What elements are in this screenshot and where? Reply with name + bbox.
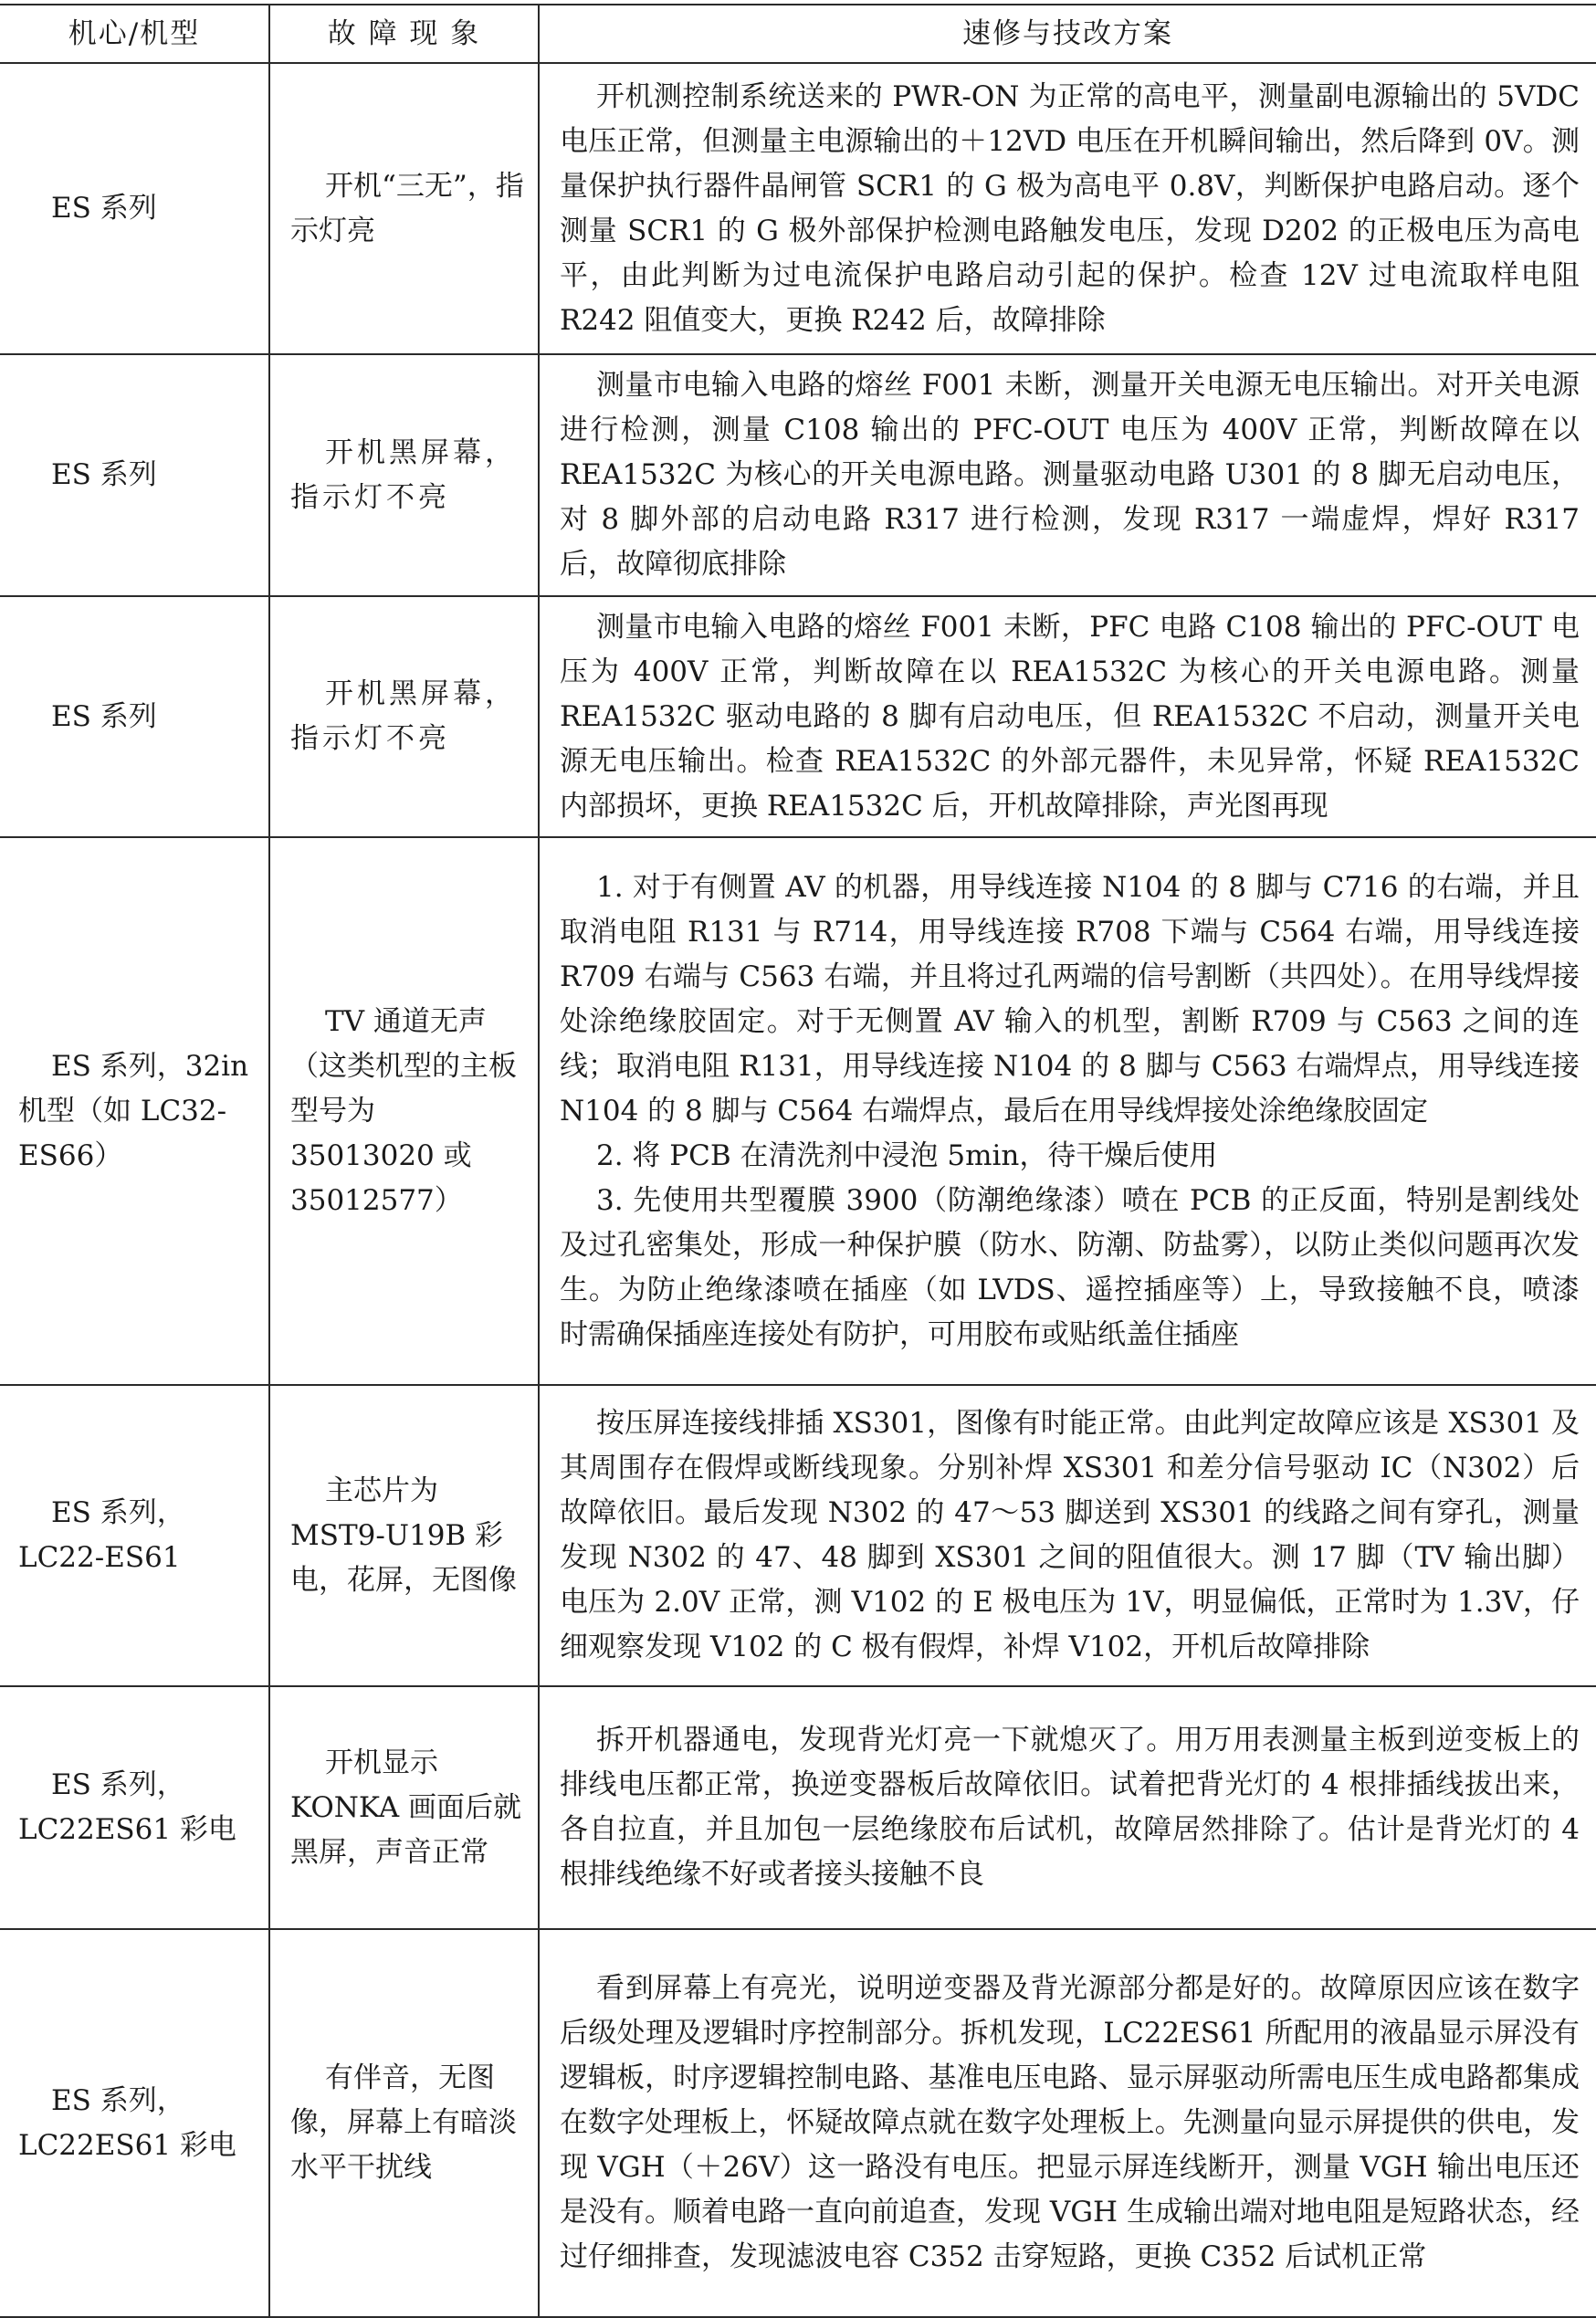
model-text: ES 系列 — [51, 699, 157, 733]
cell-fix — [539, 1686, 1596, 1929]
header-fix: 速修与技改方案 — [539, 5, 1596, 63]
cell-model — [0, 1385, 269, 1686]
cell-fault — [269, 596, 539, 837]
cell-fix — [539, 354, 1596, 596]
cell-fault — [269, 837, 539, 1385]
header-fault: 故 障 现 象 — [269, 5, 539, 63]
fault-text: 开机黑屏幕，指示灯不亮 — [290, 677, 517, 755]
cell-fix — [539, 63, 1596, 354]
model-text: ES 系列，32in 机型（如 LC32-ES66） — [18, 1049, 249, 1172]
model-text: ES 系列，LC22ES61 彩电 — [18, 2083, 236, 2162]
fault-text: 有伴音，无图像，屏幕上有暗淡水平干扰线 — [290, 2061, 517, 2184]
cell-model — [0, 596, 269, 837]
cell-fault — [269, 1385, 539, 1686]
cell-fault — [269, 63, 539, 354]
fix-step-1: 1. 对于有侧置 AV 的机器，用导线连接 N104 的 8 脚与 C716 的右端，并且取消电阻 R131 与 R714，用导线连接 R708 下端与 C564 右端，用导线连接 R709 右端与 C563 右端，并且将过孔两端的信号割断（共四处）。在用导线焊接处涂绝缘胶固定。对于无侧置 AV 输入的机型，割断 R709 与 C563 之间的连线；取消电阻 R131，用导线连接 N104 的 8 脚与 C563 右端焊点，用导线连接 N104 的 8 脚与 C564 右端焊点，最后在用导线焊接处涂绝缘胶固定 — [560, 870, 1580, 1128]
fix-paragraph: 拆开机器通电，发现背光灯亮一下就熄灭了。用万用表测量主板到逆变板上的排线电压都正常，换逆变器板后故障依旧。试着把背光灯的 4 根排插线拔出来，各自拉直，并且加包一层绝缘胶布后试机，故障居然排除了。估计是背光灯的 4 根排线绝缘不好或者接头接触不良 — [560, 1724, 1580, 1891]
model-text: ES 系列，LC22-ES61 — [18, 1496, 185, 1574]
table-header-row — [0, 5, 1596, 63]
cell-model — [0, 1929, 269, 2317]
cell-model — [0, 63, 269, 354]
cell-fault — [269, 354, 539, 596]
table-row — [0, 354, 1596, 596]
cell-fix — [539, 596, 1596, 837]
fault-text: 主芯片为 MST9-U19B 彩电，花屏，无图像 — [290, 1474, 517, 1597]
header-model: 机心/机型 — [0, 5, 269, 63]
cell-fix — [539, 837, 1596, 1385]
table-row — [0, 837, 1596, 1385]
fix-step-2: 2. 将 PCB 在清洗剂中浸泡 5min，待干燥后使用 — [596, 1138, 1218, 1172]
cell-model — [0, 837, 269, 1385]
fix-paragraph: 按压屏连接线排插 XS301，图像有时能正常。由此判定故障应该是 XS301 及其周围存在假焊或断线现象。分别补焊 XS301 和差分信号驱动 IC（N302）后故障依旧。最后发现 N302 的 47～53 脚送到 XS301 的线路之间有穿孔，测量发现 N302 的 47、48 脚到 XS301 之间的阻值很大。测 17 脚（TV 输出脚）电压为 2.0V 正常，测 V102 的 E 极电压为 1V，明显偏低，正常时为 1.3V，仔细观察发现 V102 的 C 极有假焊，补焊 V102，开机后故障排除 — [560, 1407, 1580, 1663]
table-row — [0, 1686, 1596, 1929]
repair-table — [0, 4, 1596, 2318]
table-row — [0, 596, 1596, 837]
model-text: ES 系列 — [51, 192, 157, 225]
fault-text: 开机黑屏幕，指示灯不亮 — [290, 435, 517, 514]
fix-paragraph: 开机测控制系统送来的 PWR-ON 为正常的高电平，测量副电源输出的 5VDC 电压正常，但测量主电源输出的＋12VD 电压在开机瞬间输出，然后降到 0V。测量保护执行器件晶闸管 SCR1 的 G 极为高电平 0.8V，判断保护电路启动。逐个测量 SCR1 的 G 极外部保护检测电路触发电压，发现 D202 的正极电压为高电平，由此判断为过电流保护电路启动引起的保护。检查 12V 过电流取样电阻 R242 阻值变大，更换 R242 后，故障排除 — [560, 79, 1580, 337]
fault-text: 开机显示 KONKA 画面后就黑屏，声音正常 — [290, 1746, 522, 1869]
fault-text: 开机“三无”，指示灯亮 — [290, 169, 524, 247]
table-row — [0, 63, 1596, 354]
cell-fix — [539, 1929, 1596, 2317]
table-row — [0, 1929, 1596, 2317]
model-text: ES 系列，LC22ES61 彩电 — [18, 1768, 236, 1846]
fix-paragraph: 看到屏幕上有亮光，说明逆变器及背光源部分都是好的。故障原因应该在数字后级处理及逻辑时序控制部分。拆机发现，LC22ES61 所配用的液晶显示屏没有逻辑板，时序逻辑控制电路、基准电压电路、显示屏驱动所需电压生成电路都集成在数字处理板上，怀疑故障点就在数字处理板上。先测量向显示屏提供的供电，发现 VGH（＋26V）这一路没有电压。把显示屏连线断开，测量 VGH 输出电压还是没有。顺着电路一直向前追查，发现 VGH 生成输出端对地电阻是短路状态，经过仔细排查，发现滤波电容 C352 击穿短路，更换 C352 后试机正常 — [560, 1972, 1580, 2273]
fault-text: TV 通道无声（这类机型的主板型号为 35013020 或 35012577） — [290, 1004, 517, 1217]
fix-paragraph: 测量市电输入电路的熔丝 F001 未断，PFC 电路 C108 输出的 PFC-OUT 电压为 400V 正常，判断故障在以 REA1532C 为核心的开关电源电路。测量 REA1532C 驱动电路的 8 脚有启动电压，但 REA1532C 不启动，测量开关电源无电压输出。检查 REA1532C 的外部元器件，未见异常，怀疑 REA1532C 内部损坏，更换 REA1532C 后，开机故障排除，声光图再现 — [560, 610, 1580, 823]
fix-step-3: 3. 先使用共型覆膜 3900（防潮绝缘漆）喷在 PCB 的正反面，特别是割线处及过孔密集处，形成一种保护膜（防水、防潮、防盐雾），以防止类似问题再次发生。为防止绝缘漆喷在插座（如 LVDS、遥控插座等）上，导致接触不良，喷漆时需确保插座连接处有防护，可用胶布或贴纸盖住插座 — [560, 1183, 1580, 1351]
cell-fault — [269, 1686, 539, 1929]
table-row — [0, 1385, 1596, 1686]
cell-model — [0, 1686, 269, 1929]
model-text: ES 系列 — [51, 458, 157, 491]
cell-model — [0, 354, 269, 596]
cell-fix — [539, 1385, 1596, 1686]
cell-fault — [269, 1929, 539, 2317]
fix-paragraph: 测量市电输入电路的熔丝 F001 未断，测量开关电源无电压输出。对开关电源进行检测，测量 C108 输出的 PFC-OUT 电压为 400V 正常，判断故障在以 REA1532C 为核心的开关电源电路。测量驱动电路 U301 的 8 脚无启动电压，对 8 脚外部的启动电路 R317 进行检测，发现 R317 一端虚焊，焊好 R317 后，故障彻底排除 — [560, 369, 1580, 581]
